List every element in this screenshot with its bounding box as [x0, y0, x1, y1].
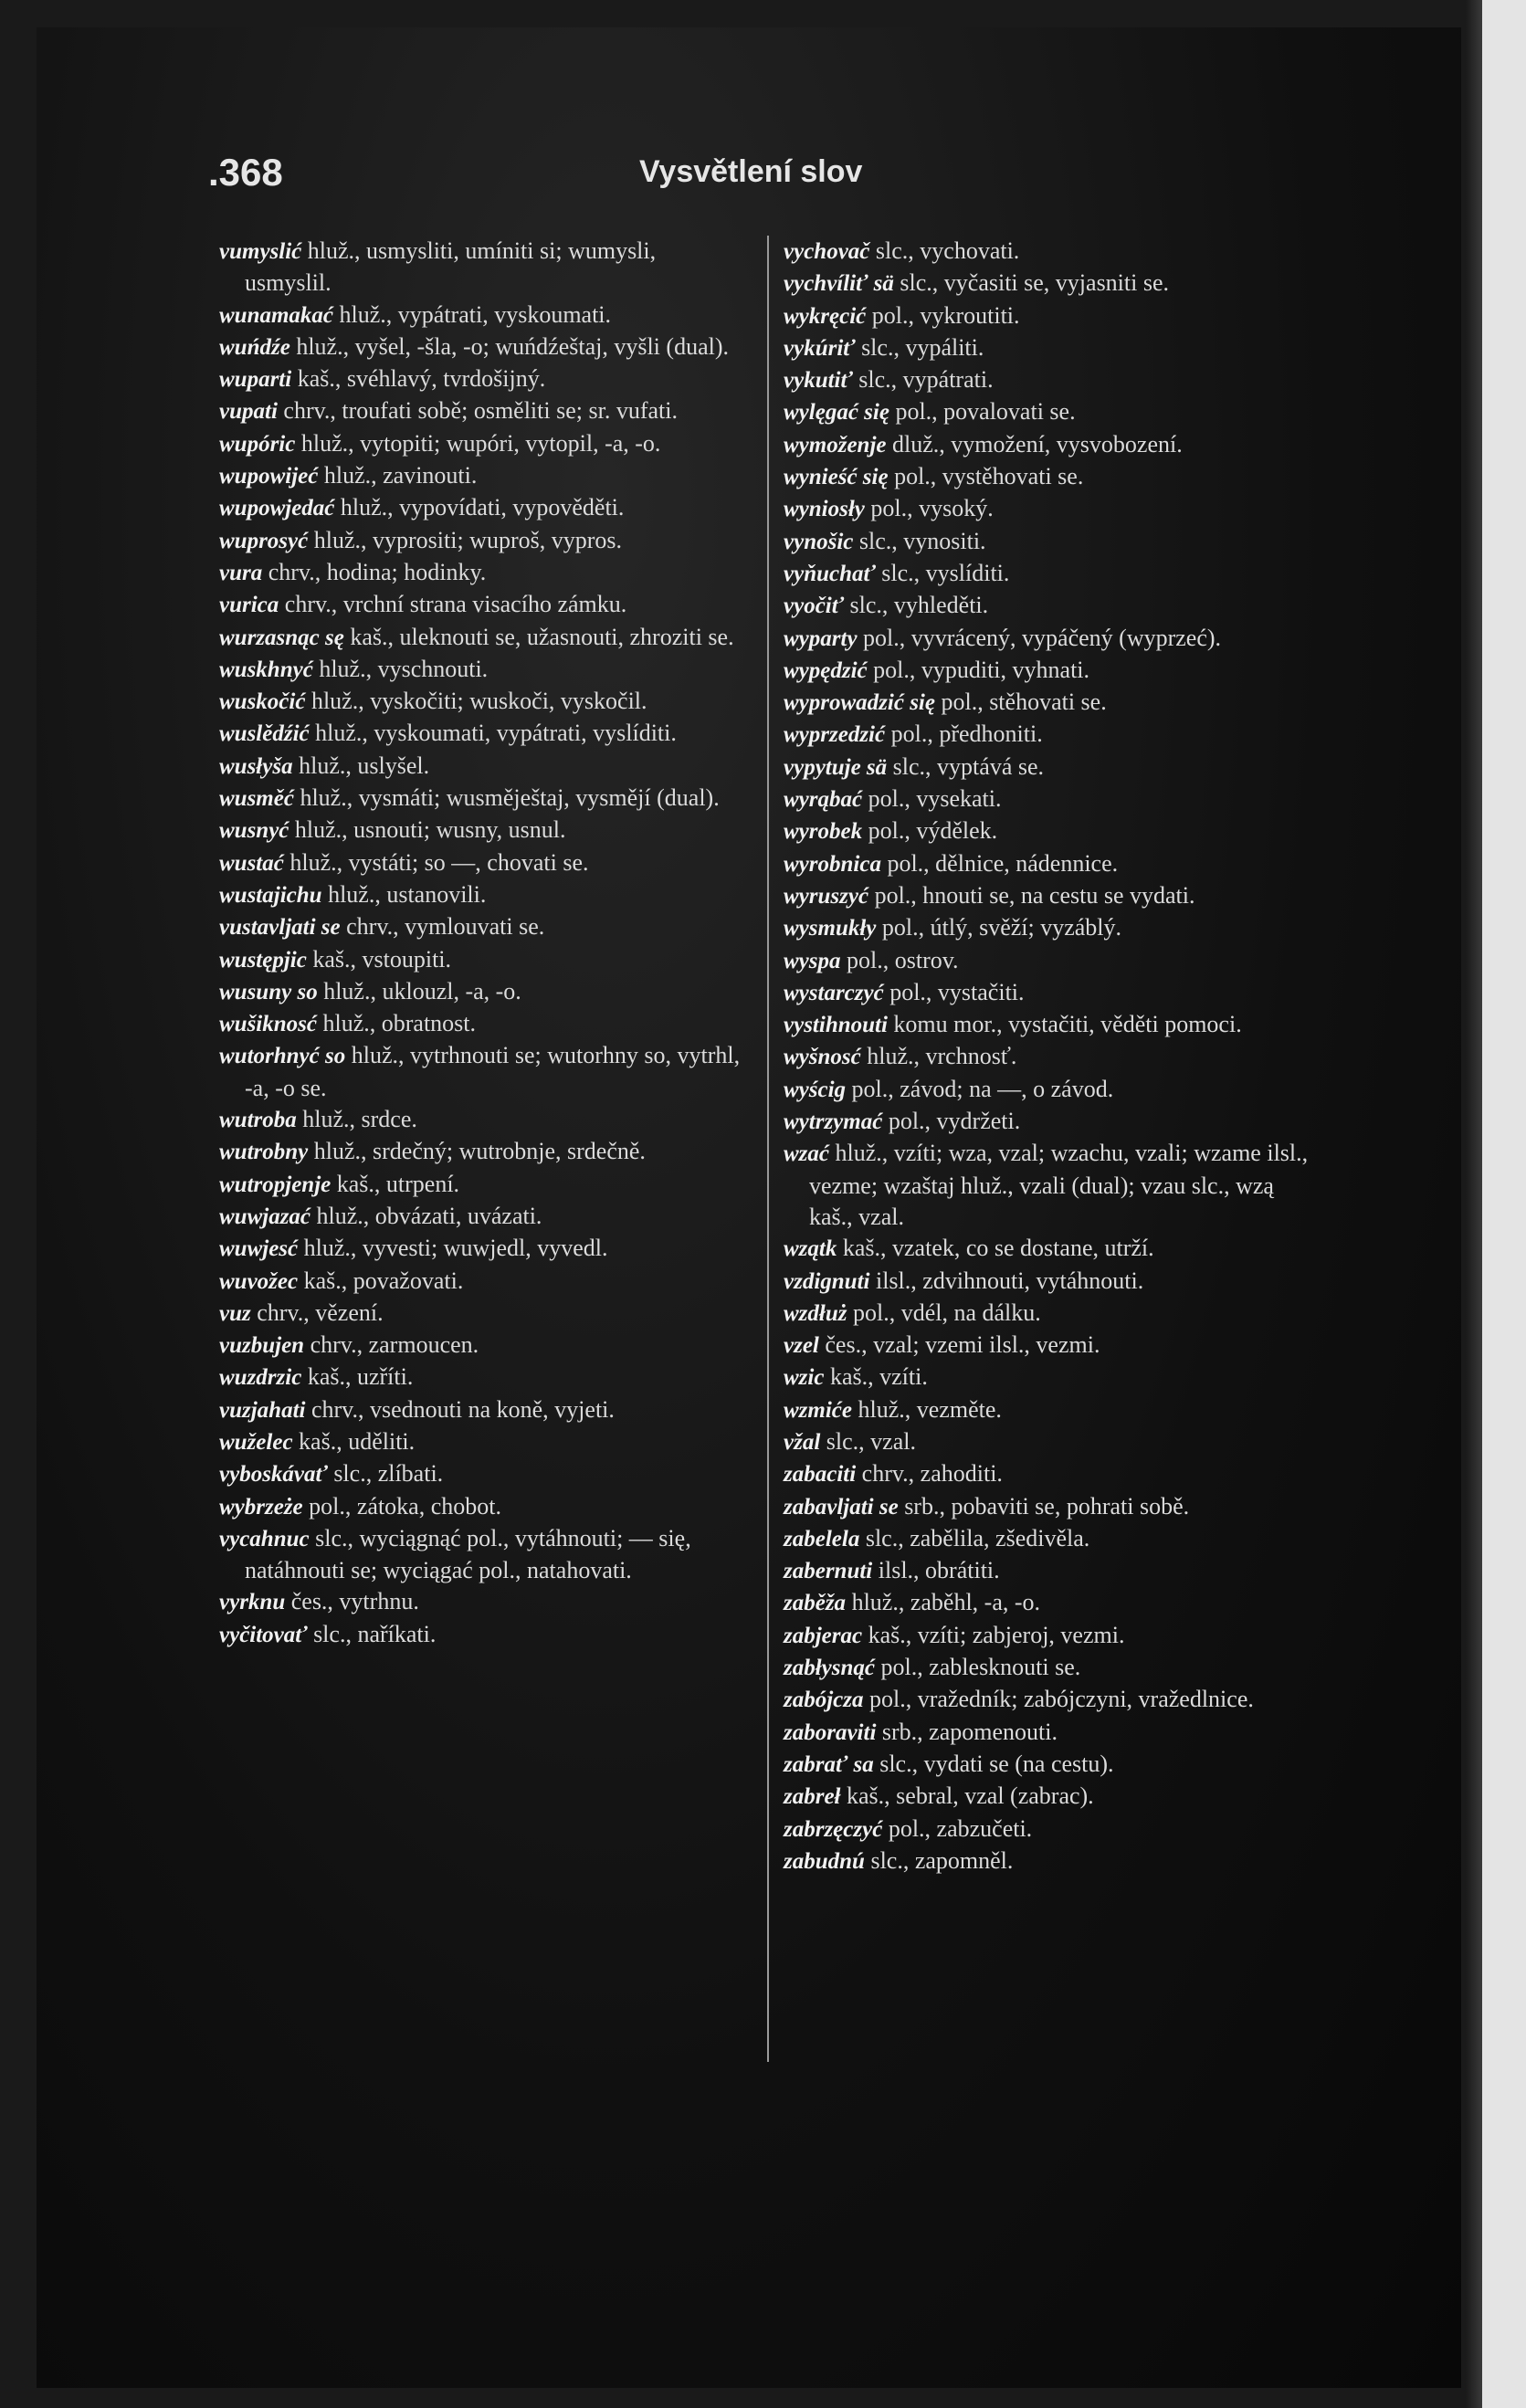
glossary-left-column — [219, 236, 744, 1651]
glossary-entry — [784, 493, 1309, 525]
column-divider — [767, 236, 769, 2062]
entry-headword: wuńdźe — [219, 334, 290, 360]
entry-definition: slc., vyhleděti. — [849, 592, 989, 619]
entry-definition: pol., vykroutiti. — [871, 301, 1020, 329]
glossary-entry — [219, 783, 744, 815]
entry-definition: hluž., vyprositi; wuproš, vypros. — [313, 526, 622, 553]
glossary-entry — [784, 1074, 1309, 1106]
entry-definition: slc., vychovati. — [875, 237, 1020, 264]
entry-headword: vyčitovať — [219, 1622, 308, 1647]
entry-headword: wuslědźić — [219, 721, 310, 747]
entry-headword: wyprzedzić — [784, 722, 886, 748]
entry-headword: vurica — [219, 593, 279, 618]
running-title: Vysvětlení slov — [639, 154, 863, 189]
entry-headword: vura — [219, 560, 263, 585]
glossary-entry — [784, 268, 1309, 300]
entry-headword: zabavljati se — [784, 1494, 899, 1519]
entry-definition: hluž., vytrhnouti se; wutorhny so, vytrhl, -a, -o se. — [245, 1042, 741, 1101]
entry-definition: kaš., uleknouti se, užasnouti, zhroziti se. — [350, 623, 734, 650]
glossary-entry — [784, 526, 1309, 558]
glossary-entry — [219, 300, 744, 331]
entry-headword: vychovač — [784, 239, 870, 264]
glossary-entry — [219, 460, 744, 492]
entry-definition: kaš., považovati. — [303, 1267, 464, 1294]
glossary-entry — [784, 1458, 1309, 1490]
glossary-entry — [784, 880, 1309, 912]
entry-definition: hluž., vrchnosť. — [867, 1043, 1017, 1070]
glossary-entry — [219, 1586, 744, 1618]
entry-definition: hluž., srdečný; wutrobnje, srdečně. — [313, 1138, 646, 1165]
entry-headword: wyrąbać — [784, 787, 863, 813]
entry-definition: srb., pobaviti se, pohrati sobě. — [904, 1492, 1190, 1519]
glossary-entry — [784, 1362, 1309, 1393]
glossary-entry — [219, 1394, 744, 1426]
entry-definition: slc., zabělila, zšedivěla. — [865, 1524, 1090, 1551]
glossary-entry — [784, 1845, 1309, 1877]
entry-headword: zaběža — [784, 1591, 847, 1616]
glossary-entry — [219, 1458, 744, 1490]
entry-headword: vzdignuti — [784, 1268, 870, 1294]
entry-headword: wupowjedać — [219, 496, 335, 521]
glossary-entry — [219, 1523, 744, 1587]
glossary-entry — [219, 1233, 744, 1265]
glossary-entry — [219, 1008, 744, 1040]
entry-headword: wusuny so — [219, 979, 318, 1004]
entry-headword: vypytuje sä — [784, 754, 888, 780]
entry-headword: wupowijeć — [219, 464, 319, 489]
entry-headword: zabrať sa — [784, 1751, 874, 1777]
glossary-entry — [784, 1652, 1309, 1684]
glossary-entry — [784, 1814, 1309, 1845]
glossary-entry — [784, 1620, 1309, 1652]
entry-definition: pol., předhoniti. — [890, 720, 1043, 748]
glossary-entry — [784, 236, 1309, 268]
glossary-entry — [784, 300, 1309, 332]
entry-definition: pol., vypuditi, vyhnati. — [873, 656, 1090, 683]
entry-headword: vuz — [219, 1300, 251, 1326]
glossary-entry — [219, 686, 744, 718]
entry-headword: wyspa — [784, 948, 841, 973]
entry-definition: slc., vyslíditi. — [881, 559, 1010, 586]
entry-headword: wzątk — [784, 1236, 837, 1262]
entry-definition: slc., vyptává se. — [892, 752, 1045, 780]
entry-headword: wuparti — [219, 367, 292, 393]
entry-headword: wylęgać się — [784, 400, 889, 426]
glossary-entry — [784, 1523, 1309, 1555]
entry-definition: kaš., uzříti. — [307, 1363, 414, 1391]
glossary-entry — [219, 1169, 744, 1201]
glossary-entry — [784, 783, 1309, 815]
glossary-entry — [784, 1717, 1309, 1749]
entry-headword: wybrzeże — [219, 1494, 303, 1519]
entry-definition: kaš., vzíti. — [829, 1363, 928, 1391]
entry-definition: kaš., vzíti; zabjeroj, vezmi. — [868, 1621, 1125, 1648]
entry-headword: vynošic — [784, 529, 854, 554]
entry-headword: wysmukły — [784, 916, 877, 941]
entry-headword: wypędzić — [784, 657, 868, 683]
entry-headword: wytrzymać — [784, 1109, 883, 1135]
glossary-entry — [219, 879, 744, 911]
entry-headword: wutropjenje — [219, 1172, 332, 1197]
glossary-entry — [219, 1619, 744, 1651]
entry-definition: kaš., vstoupiti. — [312, 945, 452, 973]
entry-headword: vuzbujen — [219, 1333, 305, 1359]
entry-definition: hluž., vyskočiti; wuskoči, vyskočil. — [310, 688, 647, 715]
glossary-entry — [219, 1040, 744, 1104]
entry-definition: hluž., vzíti; wza, vzal; wzachu, vzali; wzame ilsl., vezme; wzaštaj hluž., vzali (dual); vzau slc., wzą kaš., vzal. — [809, 1140, 1309, 1230]
entry-definition: hluž., zaběhl, -a, -o. — [851, 1589, 1041, 1616]
glossary-entry — [784, 1555, 1309, 1587]
entry-headword: vupati — [219, 399, 278, 425]
entry-definition: pol., výdělek. — [868, 817, 998, 845]
entry-headword: vžal — [784, 1429, 821, 1455]
glossary-entry — [219, 815, 744, 846]
glossary-entry — [784, 1587, 1309, 1619]
entry-headword: wuwjesć — [219, 1236, 299, 1262]
entry-definition: pol., vyvrácený, vypáčený (wyprzeć). — [863, 624, 1222, 651]
entry-headword: zabudnú — [784, 1848, 865, 1874]
entry-definition: ilsl., zdvihnouti, vytáhnouti. — [875, 1267, 1144, 1294]
entry-definition: pol., vydržeti. — [888, 1108, 1021, 1135]
entry-definition: slc., naříkati. — [313, 1620, 437, 1647]
entry-definition: chrv., zarmoucen. — [310, 1331, 479, 1359]
glossary-entry — [219, 1266, 744, 1298]
entry-definition: pol., zátoka, chobot. — [309, 1492, 501, 1519]
glossary-entry — [784, 1394, 1309, 1426]
glossary-entry — [784, 1749, 1309, 1781]
glossary-entry — [784, 429, 1309, 461]
entry-definition: slc., vypátrati. — [858, 366, 994, 394]
entry-definition: slc., vydati se (na cestu). — [879, 1750, 1114, 1777]
entry-definition: pol., závod; na —, o závod. — [851, 1075, 1114, 1102]
glossary-entry — [784, 1233, 1309, 1265]
glossary-entry — [219, 525, 744, 557]
entry-definition: čes., vytrhnu. — [290, 1588, 419, 1615]
entry-definition: komu mor., vystačiti, věděti pomoci. — [893, 1011, 1242, 1038]
entry-definition: pol., vystěhovati se. — [894, 463, 1084, 490]
entry-headword: wuskhnyć — [219, 657, 313, 682]
page-header — [0, 151, 1526, 205]
entry-definition: hluž., vezměte. — [858, 1395, 1002, 1423]
entry-headword: vychvíliť sä — [784, 271, 894, 297]
entry-headword: wzmiće — [784, 1397, 852, 1423]
glossary-entry — [219, 718, 744, 750]
entry-headword: vyboskávať — [219, 1462, 328, 1488]
glossary-entry — [219, 428, 744, 460]
entry-definition: hluž., vypovídati, vypověděti. — [340, 494, 625, 521]
glossary-entry — [219, 363, 744, 395]
entry-definition: slc., wyciągnąć pol., vytáhnouti; — się, natáhnouti se; wyciągać pol., natahovati. — [245, 1524, 691, 1584]
entry-definition: slc., vynositi. — [858, 527, 986, 554]
glossary-entry — [784, 912, 1309, 944]
entry-definition: chrv., hodina; hodinky. — [268, 558, 487, 585]
entry-definition: hluž., usnouti; wusny, usnul. — [294, 816, 566, 844]
entry-definition: chrv., zahoditi. — [861, 1460, 1003, 1488]
glossary-entry — [219, 331, 744, 363]
entry-definition: hluž., vytopiti; wupóri, vytopil, -a, -o. — [300, 429, 661, 457]
entry-headword: wusnyć — [219, 818, 289, 844]
entry-definition: pol., vysekati. — [868, 785, 1002, 813]
glossary-entry — [219, 1491, 744, 1523]
entry-headword: wupóric — [219, 431, 296, 457]
entry-headword: wustać — [219, 850, 284, 876]
entry-definition: čes., vzal; vzemi ilsl., vezmi. — [825, 1331, 1100, 1359]
entry-headword: wušiknosć — [219, 1012, 317, 1037]
entry-definition: pol., vdél, na dálku. — [852, 1299, 1041, 1326]
entry-definition: pol., povalovati se. — [895, 398, 1076, 426]
entry-definition: pol., útlý, svěží; vyzáblý. — [881, 914, 1122, 941]
entry-definition: kaš., vzatek, co se dostane, utrží. — [842, 1235, 1154, 1262]
entry-definition: hluž., obvázati, uvázati. — [316, 1202, 542, 1229]
entry-definition: hluž., ustanovili. — [328, 880, 487, 908]
entry-definition: hluž., srdce. — [302, 1106, 417, 1133]
entry-headword: vuzjahati — [219, 1397, 306, 1423]
entry-definition: pol., hnouti se, na cestu se vydati. — [874, 881, 1195, 909]
entry-definition: chrv., vrchní strana visacího zámku. — [284, 591, 627, 618]
glossary-entry — [784, 1041, 1309, 1073]
entry-definition: pol., zabzučeti. — [888, 1814, 1033, 1842]
entry-headword: wyšnosć — [784, 1045, 861, 1070]
glossary-entry — [784, 815, 1309, 847]
glossary-entry — [784, 1298, 1309, 1330]
glossary-entry — [784, 1781, 1309, 1813]
entry-headword: wustępjic — [219, 947, 307, 973]
entry-headword: wyruszyć — [784, 883, 869, 909]
entry-definition: hluž., usmysliti, umíniti si; wumysli, usmyslil. — [245, 237, 657, 297]
entry-headword: wurzasnąc sę — [219, 625, 344, 650]
glossary-entry — [219, 1136, 744, 1168]
entry-headword: wusměć — [219, 786, 294, 812]
glossary-entry — [219, 911, 744, 943]
entry-headword: wuvožec — [219, 1268, 299, 1294]
entry-definition: kaš., sebral, vzal (zabrac). — [847, 1782, 1094, 1810]
entry-headword: wuprosyć — [219, 528, 309, 553]
glossary-entry — [784, 977, 1309, 1009]
entry-definition: pol., vystačiti. — [889, 978, 1025, 1005]
entry-definition: hluž., vyskoumati, vypátrati, vyslíditi. — [315, 720, 677, 747]
entry-definition: hluž., uslyšel. — [299, 752, 430, 779]
entry-definition: dluž., vymožení, vysvobození. — [892, 430, 1183, 457]
entry-headword: zabreł — [784, 1784, 841, 1810]
glossary-entry — [219, 1330, 744, 1362]
entry-headword: vystihnouti — [784, 1013, 888, 1038]
entry-headword: vycahnuc — [219, 1526, 310, 1551]
glossary-entry — [219, 492, 744, 524]
entry-headword: zabłysnąć — [784, 1656, 875, 1681]
glossary-entry — [784, 1106, 1309, 1138]
entry-headword: wyrobnica — [784, 851, 881, 877]
glossary-entry — [219, 1298, 744, 1330]
entry-definition: pol., stěhovati se. — [941, 689, 1107, 716]
entry-definition: slc., zapomněl. — [870, 1846, 1014, 1874]
entry-headword: vykúriť — [784, 335, 856, 361]
entry-headword: wustajichu — [219, 882, 322, 908]
entry-definition: hluž., vyšel, -šla, -o; wuńdźeštaj, vyšli (dual). — [296, 332, 729, 360]
entry-headword: vyočiť — [784, 594, 845, 619]
entry-definition: slc., vyčasiti se, vyjasniti se. — [900, 269, 1170, 297]
entry-headword: wyścig — [784, 1077, 847, 1102]
glossary-entry — [219, 654, 744, 686]
glossary-entry — [784, 1684, 1309, 1716]
entry-headword: zabrzęczyć — [784, 1816, 883, 1842]
entry-headword: wyniosły — [784, 497, 865, 522]
entry-definition: hluž., vysmáti; wusměještaj, vysmějí (dual). — [300, 784, 720, 812]
entry-headword: wystarczyć — [784, 980, 884, 1005]
entry-definition: pol., ostrov. — [847, 946, 959, 973]
glossary-entry — [784, 945, 1309, 977]
entry-definition: kaš., uděliti. — [299, 1427, 416, 1455]
entry-definition: hluž., vyvesti; wuwjedl, vyvedl. — [303, 1235, 608, 1262]
glossary-entry — [784, 590, 1309, 622]
entry-headword: zabjerac — [784, 1623, 863, 1648]
entry-definition: pol., zablesknouti se. — [880, 1654, 1081, 1681]
entry-headword: wzdłuż — [784, 1300, 847, 1326]
entry-definition: hluž., vypátrati, vyskoumati. — [339, 300, 612, 328]
entry-headword: wykręcić — [784, 303, 867, 329]
entry-headword: wynieść się — [784, 465, 889, 490]
entry-headword: vustavljati se — [219, 915, 341, 941]
page-number: .368 — [208, 151, 283, 194]
glossary-entry — [784, 1330, 1309, 1362]
entry-headword: wuwjazać — [219, 1204, 311, 1229]
entry-definition: hluž., obratnost. — [322, 1010, 477, 1037]
entry-definition: hluž., vyschnouti. — [319, 655, 489, 682]
entry-definition: kaš., svéhlavý, tvrdošijný. — [297, 365, 546, 393]
entry-headword: wutorhnyć so — [219, 1044, 346, 1069]
glossary-entry — [219, 751, 744, 783]
entry-headword: vykutiť — [784, 368, 853, 394]
entry-headword: zabelela — [784, 1526, 860, 1551]
glossary-entry — [219, 557, 744, 589]
glossary-entry — [784, 332, 1309, 364]
entry-headword: vumyslić — [219, 239, 302, 264]
glossary-entry — [784, 461, 1309, 493]
entry-headword: wusłyša — [219, 753, 293, 779]
glossary-entry — [219, 1426, 744, 1458]
glossary-entry — [784, 558, 1309, 590]
entry-definition: pol., vražedník; zabójczyni, vražedlnice. — [869, 1686, 1254, 1713]
entry-headword: wutrobny — [219, 1140, 309, 1165]
glossary-entry — [784, 655, 1309, 687]
glossary-entry — [784, 396, 1309, 428]
entry-definition: ilsl., obrátiti. — [878, 1557, 1000, 1584]
entry-headword: wyrobek — [784, 819, 863, 845]
glossary-entry — [219, 236, 744, 300]
entry-definition: kaš., utrpení. — [336, 1170, 460, 1197]
entry-definition: hluž., zavinouti. — [323, 462, 478, 489]
entry-headword: wuskočić — [219, 689, 306, 715]
entry-headword: zaboraviti — [784, 1719, 877, 1745]
entry-headword: wzic — [784, 1365, 825, 1391]
glossary-entry — [219, 622, 744, 654]
glossary-entry — [784, 1266, 1309, 1298]
glossary-entry — [784, 1491, 1309, 1523]
entry-definition: hluž., vystáti; so —, chovati se. — [289, 848, 589, 876]
entry-headword: vyrknu — [219, 1590, 286, 1615]
entry-definition: chrv., troufati sobě; osměliti se; sr. vufati. — [283, 397, 678, 425]
entry-headword: vyňuchať — [784, 561, 876, 586]
entry-definition: chrv., vězení. — [257, 1299, 384, 1326]
glossary-entry — [219, 395, 744, 427]
glossary-entry — [219, 589, 744, 621]
glossary-entry — [784, 752, 1309, 783]
entry-headword: wyprowadzić się — [784, 690, 935, 716]
entry-headword: wymoženje — [784, 432, 887, 457]
glossary-entry — [219, 944, 744, 976]
entry-headword: wuzdrzic — [219, 1365, 302, 1391]
glossary-entry — [784, 1426, 1309, 1458]
entry-headword: wyparty — [784, 626, 858, 651]
entry-definition: chrv., vsednouti na koně, vyjeti. — [310, 1395, 615, 1423]
glossary-entry — [784, 1138, 1309, 1233]
page-edge-shadow — [1466, 0, 1482, 2408]
glossary-entry — [219, 976, 744, 1008]
entry-definition: pol., dělnice, nádennice. — [887, 849, 1119, 877]
entry-headword: zabaciti — [784, 1462, 857, 1488]
scan-margin — [1482, 0, 1526, 2408]
entry-definition: pol., vysoký. — [870, 495, 994, 522]
entry-headword: wzać — [784, 1141, 829, 1167]
glossary-entry — [219, 847, 744, 879]
entry-headword: wunamakać — [219, 302, 334, 328]
entry-definition: slc., vzal. — [826, 1427, 916, 1455]
entry-definition: slc., zlíbati. — [333, 1460, 444, 1488]
entry-headword: wuželec — [219, 1429, 293, 1455]
entry-headword: zabernuti — [784, 1559, 873, 1584]
glossary-entry — [784, 687, 1309, 719]
glossary-entry — [219, 1362, 744, 1393]
glossary-entry — [784, 848, 1309, 880]
entry-definition: chrv., vymlouvati se. — [346, 913, 545, 941]
glossary-entry — [784, 623, 1309, 655]
entry-headword: vzel — [784, 1333, 819, 1359]
glossary-right-column — [784, 236, 1309, 1877]
entry-definition: hluž., uklouzl, -a, -o. — [323, 977, 521, 1004]
entry-definition: srb., zapomenouti. — [881, 1718, 1058, 1745]
glossary-entry — [784, 364, 1309, 396]
entry-headword: zabójcza — [784, 1688, 864, 1713]
glossary-entry — [784, 1009, 1309, 1041]
glossary-entry — [219, 1201, 744, 1233]
glossary-entry — [784, 719, 1309, 751]
glossary-entry — [219, 1104, 744, 1136]
entry-headword: wutroba — [219, 1108, 297, 1133]
entry-definition: slc., vypáliti. — [861, 333, 984, 361]
